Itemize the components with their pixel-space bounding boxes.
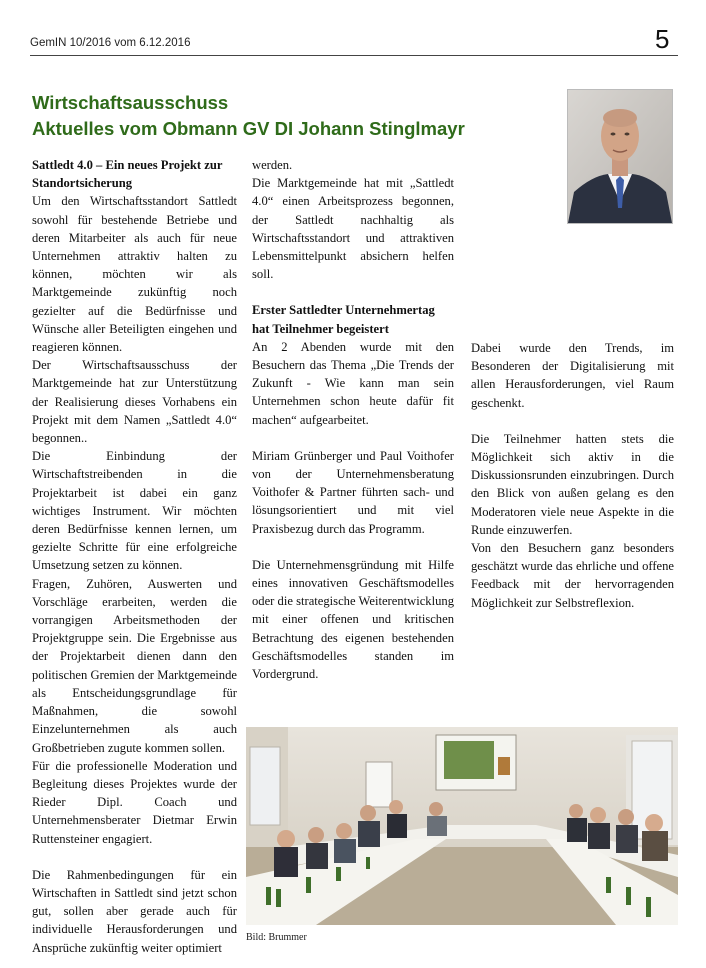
- column-3: [471, 339, 674, 612]
- article-subtitle: Aktuelles vom Obmann GV DI Johann Stinglmayr: [32, 118, 465, 139]
- photo-credit: Bild: Brummer: [246, 932, 307, 943]
- paragraph: werden.: [252, 158, 293, 172]
- group-photo: [246, 727, 678, 925]
- column-1: [32, 156, 237, 957]
- paragraph: Miriam Grünberger und Paul Voithofer von der Unternehmensberatung Voithofer & Partner führten sach- und lösungsorientiert und mit viel Praxisbezug durch das Programm.: [252, 448, 454, 536]
- article-title: Wirtschaftsausschuss: [32, 92, 229, 113]
- paragraph: Für die professionelle Moderation und Begleitung dieses Projektes wurde der Rieder Dipl. Coach und Unternehmensberater Dietmar Erwin Ruttensteiner engagiert.: [32, 758, 237, 846]
- page-number: 5: [655, 24, 670, 54]
- paragraph: Von den Besuchern ganz besonders geschätzt wurde das ehrliche und offene Feedback mit der hervorragenden Möglichkeit zur Selbstreflexion.: [471, 541, 674, 610]
- section-heading: Erster Sattledter Unternehmertag hat Teilnehmer begeistert: [252, 303, 435, 336]
- paragraph: Die Marktgemeinde hat mit „Sattledt 4.0“ einen Arbeitsprozess begonnen, der Sattledt nachhaltig als Wirtschaftsstandort und attraktiven Lebensmittelpunkt absichern helfen soll.: [252, 176, 454, 282]
- paragraph: Die Einbindung der Wirtschaftstreibenden in die Projektarbeit ist dabei ein ganz wichtiges Instrument. Wir möchten deren Bedürfnisse kennen lernen, um gezielte Schritte für eine erfolgreiche Umsetzung setzen zu können.: [32, 449, 237, 573]
- issue-info: GemIN 10/2016 vom 6.12.2016: [30, 37, 191, 49]
- column-2: [252, 156, 454, 683]
- paragraph: Dabei wurde den Trends, im Besonderen der Digitalisierung mit allen Herausforderungen, viel Raum geschenkt.: [471, 341, 674, 410]
- paragraph: Die Unternehmensgründung mit Hilfe eines innovativen Geschäftsmodelles oder die strategische Weiterentwicklung mit einer offenen und kritischen Betrachtung des eigenen bestehenden Geschäftsmodelles standen im Vordergrund.: [252, 557, 454, 682]
- paragraph: Der Wirtschaftsausschuss der Marktgemeinde hat zur Unterstützung der Realisierung dieses Vorhabens ein Projekt mit dem Namen „Sattledt 4.0“ begonnen..: [32, 358, 237, 446]
- paragraph: Die Rahmenbedingungen für ein Wirtschaften in Sattledt sind jetzt schon gut, sollen aber gerade auch für individuelle Herausforderungen und Ansprüche zukünftig weiter optimiert: [32, 867, 237, 955]
- header-rule: [30, 55, 678, 56]
- paragraph: Die Teilnehmer hatten stets die Möglichkeit sich aktiv in die Diskussionsrunden einzubringen. Durch den Blick von außen gelang es den Moderatoren viele neue Aspekte in die Runde einzuwerfen.: [471, 431, 674, 537]
- portrait-photo: [567, 89, 673, 224]
- paragraph: Um den Wirtschaftsstandort Sattledt sowohl für bestehende Betriebe und deren Mitarbeiter als auch für neue Unternehmen attraktiv halten zu können, möchten wir als Marktgemeinde zukünftig noch gezielter auf die Bedürfnisse und Wünsche aller Beteiligten eingehen und reagieren können.: [32, 194, 237, 355]
- paragraph: Fragen, Zuhören, Auswerten und Vorschläge erarbeiten, werden die vorrangigen Arbeitsmethoden der Projektgruppe sein. Die Ergebnisse aus der Projektarbeit dienen dann den politischen Gremien der Marktgemeinde als Entscheidungsgrundlage für Maßnahmen, die sowohl Einzelunternehmen als auch Großbetrieben zugute kommen sollen.: [32, 576, 237, 755]
- section-heading: Sattledt 4.0 – Ein neues Projekt zur Standortsicherung: [32, 158, 223, 191]
- paragraph: An 2 Abenden wurde mit den Besuchern das Thema „Die Trends der Zukunft - Wie kann man sein Unternehmen schon heute dafür fit machen“ aufgearbeitet.: [252, 339, 454, 427]
